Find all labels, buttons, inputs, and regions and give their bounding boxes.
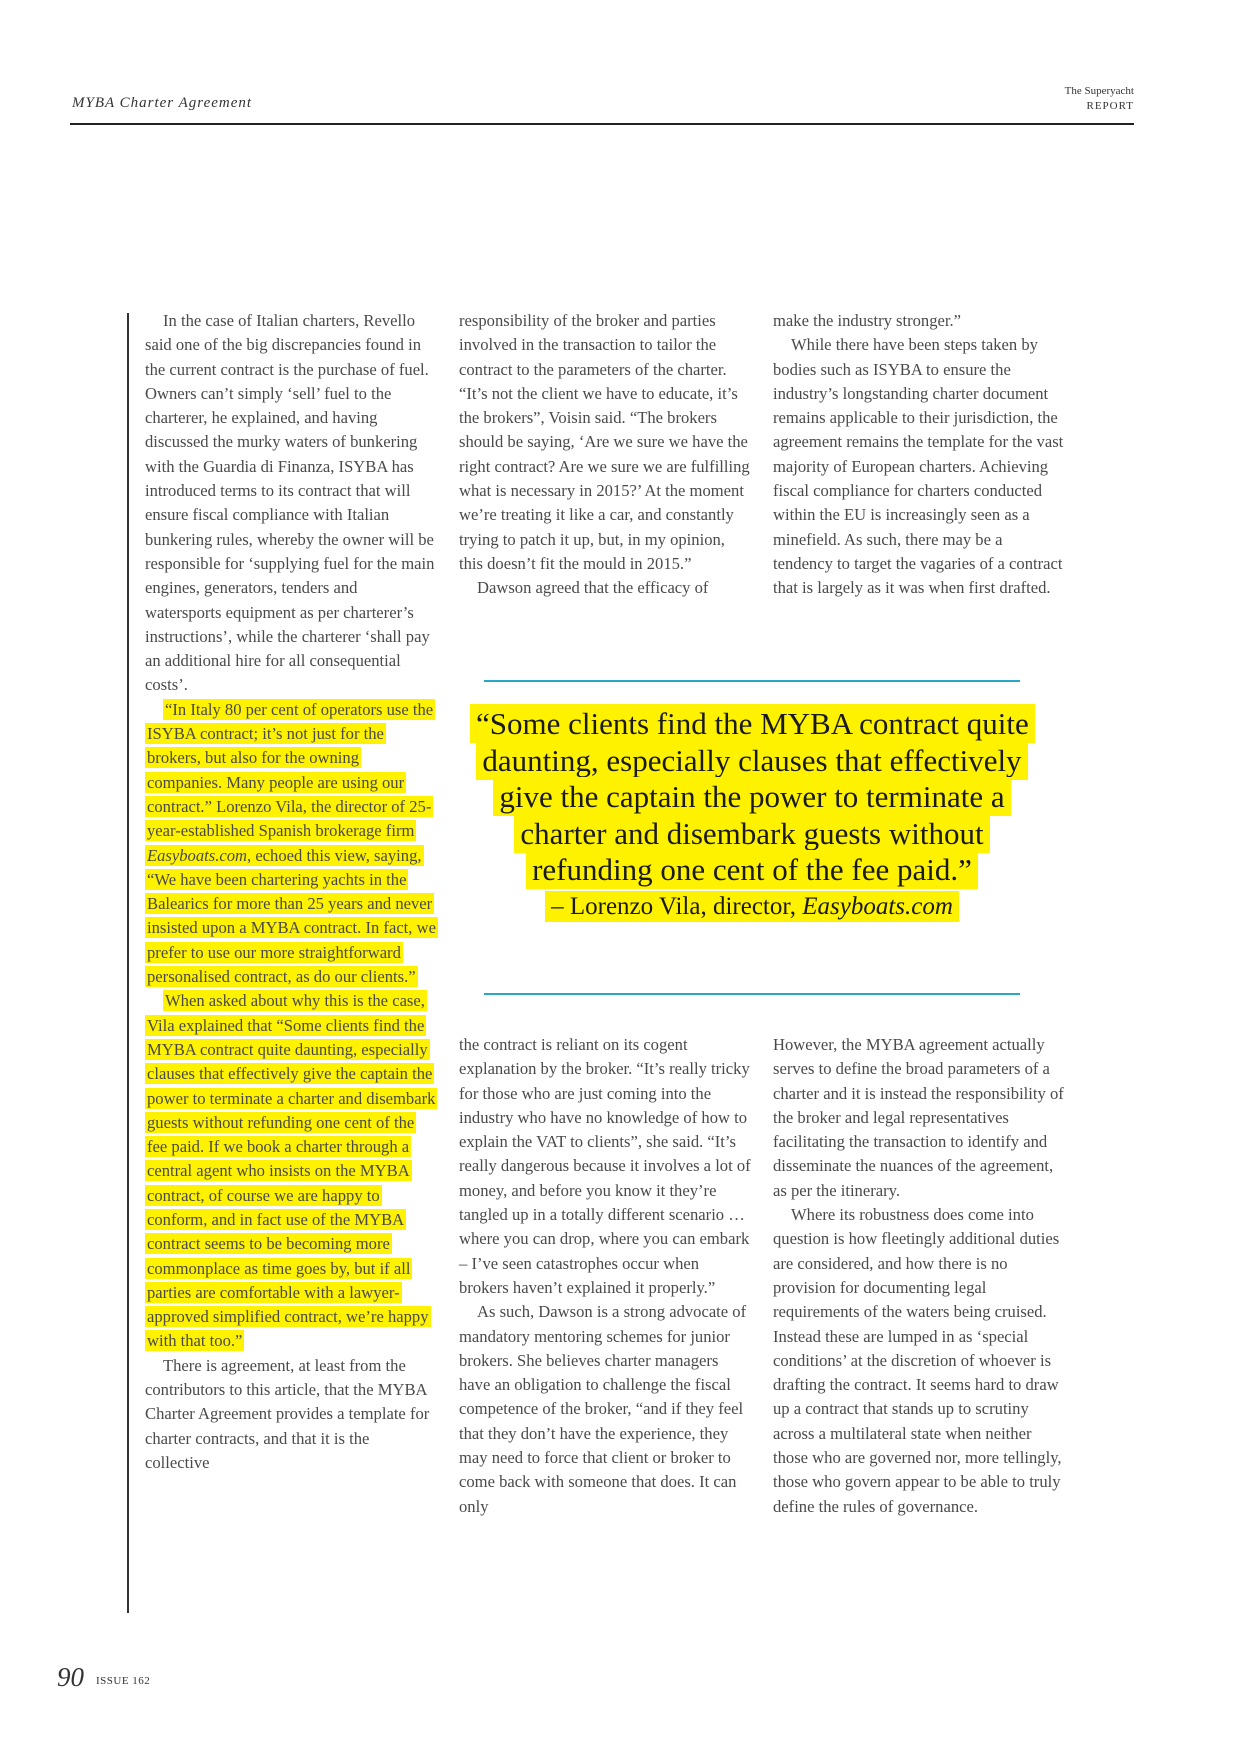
paragraph: the contract is reliant on its cogent explanation by the broker. “It’s really tricky for those who are just coming into the industry who have no knowledge of how to explain the VAT to clients”, she said. “It’s really dangerous because it involves a lot of money, and before you know it they’re tangled up in a totally different scenario … where you can drop, where you can embark – I’ve seen catastrophes occur when brokers haven’t explained it properly.” — [459, 1035, 751, 1297]
attribution-text: – Lorenzo Vila, director, — [551, 892, 803, 920]
text-highlight: When asked about why this is the case, Vila explained that “Some clients find the MYBA contract quite daunting, especially clauses that effectively give the captain the power to terminate a charter and disembark guests without refunding one cent of the fee paid. If we book a charter through a central agent who insists on the MYBA contract, of course we are happy to conform, and in fact use of the MYBA contract seems to be becoming more commonplace as time goes by, but if all parties are comfortable with a lawyer-approved simplified contract, we’re happy with that too.” — [147, 991, 436, 1351]
text-run: , echoed this view, saying, “We have been chartering yachts in the Balearics for more than 25 years and never insisted upon a MYBA contract. In fact, we prefer to use our more straightforward personalised contract, as do our clients.” — [147, 845, 436, 987]
publication-subname: REPORT — [1086, 100, 1134, 112]
issue-label: ISSUE 162 — [96, 1675, 151, 1687]
paragraph: responsibility of the broker and parties involved in the transaction to tailor the contract to the parameters of the charter. “It’s not the client we have to educate, it’s the brokers”, Voisin said. “The brokers should be saying, ‘Are we sure we have the right contract? Are we sure we are fulfilling what is necessary in 2015?’ At the moment we’re treating it like a car, and constantly trying to patch it up, but, in my opinion, this doesn’t fit the mould in 2015.” — [459, 311, 750, 573]
publication-name: The Superyacht — [1064, 85, 1134, 97]
pull-quote — [470, 706, 1034, 925]
highlighted-paragraph — [145, 989, 437, 1353]
article-column-3-bottom — [773, 1033, 1065, 1519]
paragraph: As such, Dawson is a strong advocate of mandatory mentoring schemes for junior brokers. She believes charter managers have an obligation to challenge the fiscal competence of the broker, “and if they feel that they don’t have the experience, they may need to force that client or broker to come back with someone that does. It can only — [459, 1302, 747, 1516]
publication-masthead — [1065, 84, 1134, 114]
pull-quote-bottom-rule — [484, 993, 1020, 995]
paragraph: In the case of Italian charters, Revello said one of the big discrepancies found in the current contract is the purchase of fuel. Owners can’t simply ‘sell’ fuel to the charterer, he explained, and having discussed the murky waters of bunkering with the Guardia di Finanza, ISYBA has introduced terms to its contract that will ensure fiscal compliance with Italian bunkering rules, whereby the owner will be responsible for ‘supplying fuel for the main engines, generators, tenders and watersports equipment as per charterer’s instructions’, while the charterer ‘shall pay an additional hire for all consequential costs’. — [145, 311, 435, 695]
attribution-highlight — [545, 891, 959, 922]
pull-quote-text — [470, 706, 1034, 889]
section-title: MYBA Charter Agreement — [72, 95, 253, 111]
paragraph: There is agreement, at least from the contributors to this article, that the MYBA Charter Agreement provides a template for charter contracts, and that it is the collective — [145, 1355, 430, 1472]
text-highlight — [145, 699, 438, 987]
paragraph: Dawson agreed that the efficacy of — [477, 578, 709, 598]
pull-quote-highlight: “Some clients find the MYBA contract quite daunting, especially clauses that effectively give the captain the power to terminate a charter and disembark guests without refunding one cent of the fee paid.” — [470, 704, 1035, 889]
page-number: 90 — [57, 1662, 84, 1692]
paragraph: Where its robustness does come into question is how fleetingly additional duties are considered, and how there is no provision for documenting legal requirements of the waters being cruised. Instead these are lumped in as ‘special conditions’ at the discretion of whoever is drafting the contract. It seems hard to draw up a contract that stands up to scrutiny across a multilateral state when neither those who are governed nor, more tellingly, those who govern appear to be able to truly define the rules of governance. — [773, 1205, 1062, 1516]
article-column-2-bottom — [459, 1033, 751, 1519]
pull-quote-attribution — [470, 889, 1034, 925]
highlighted-paragraph — [145, 698, 437, 990]
article-column-2-top — [459, 309, 751, 601]
header-rule — [70, 123, 1134, 125]
pull-quote-top-rule — [484, 680, 1020, 682]
article-column-3-top — [773, 309, 1065, 601]
emphasis: Easyboats.com — [147, 845, 248, 865]
article-column-1 — [145, 309, 437, 1475]
paragraph: make the industry stronger.” — [773, 311, 962, 330]
text-run: “In Italy 80 per cent of operators use the ISYBA contract; it’s not just for the brokers, but also for the owning companies. Many people are using our contract.” Lorenzo Vila, the director of 25-year-established Spanish brokerage firm — [147, 699, 434, 841]
column-side-rule — [127, 313, 129, 1613]
paragraph: While there have been steps taken by bodies such as ISYBA to ensure the industry’s longstanding charter document remains applicable to their jurisdiction, the agreement remains the template for the vast majority of European charters. Achieving fiscal compliance for charters conducted within the EU is increasingly seen as a minefield. As such, there may be a tendency to target the vagaries of a contract that is largely as it was when first drafted. — [773, 335, 1064, 598]
attribution-company: Easyboats.com — [802, 892, 953, 920]
paragraph: However, the MYBA agreement actually serves to define the broad parameters of a charter and it is instead the responsibility of the broker and legal representatives facilitating the transaction to identify and disseminate the nuances of the agreement, as per the itinerary. — [773, 1035, 1064, 1200]
